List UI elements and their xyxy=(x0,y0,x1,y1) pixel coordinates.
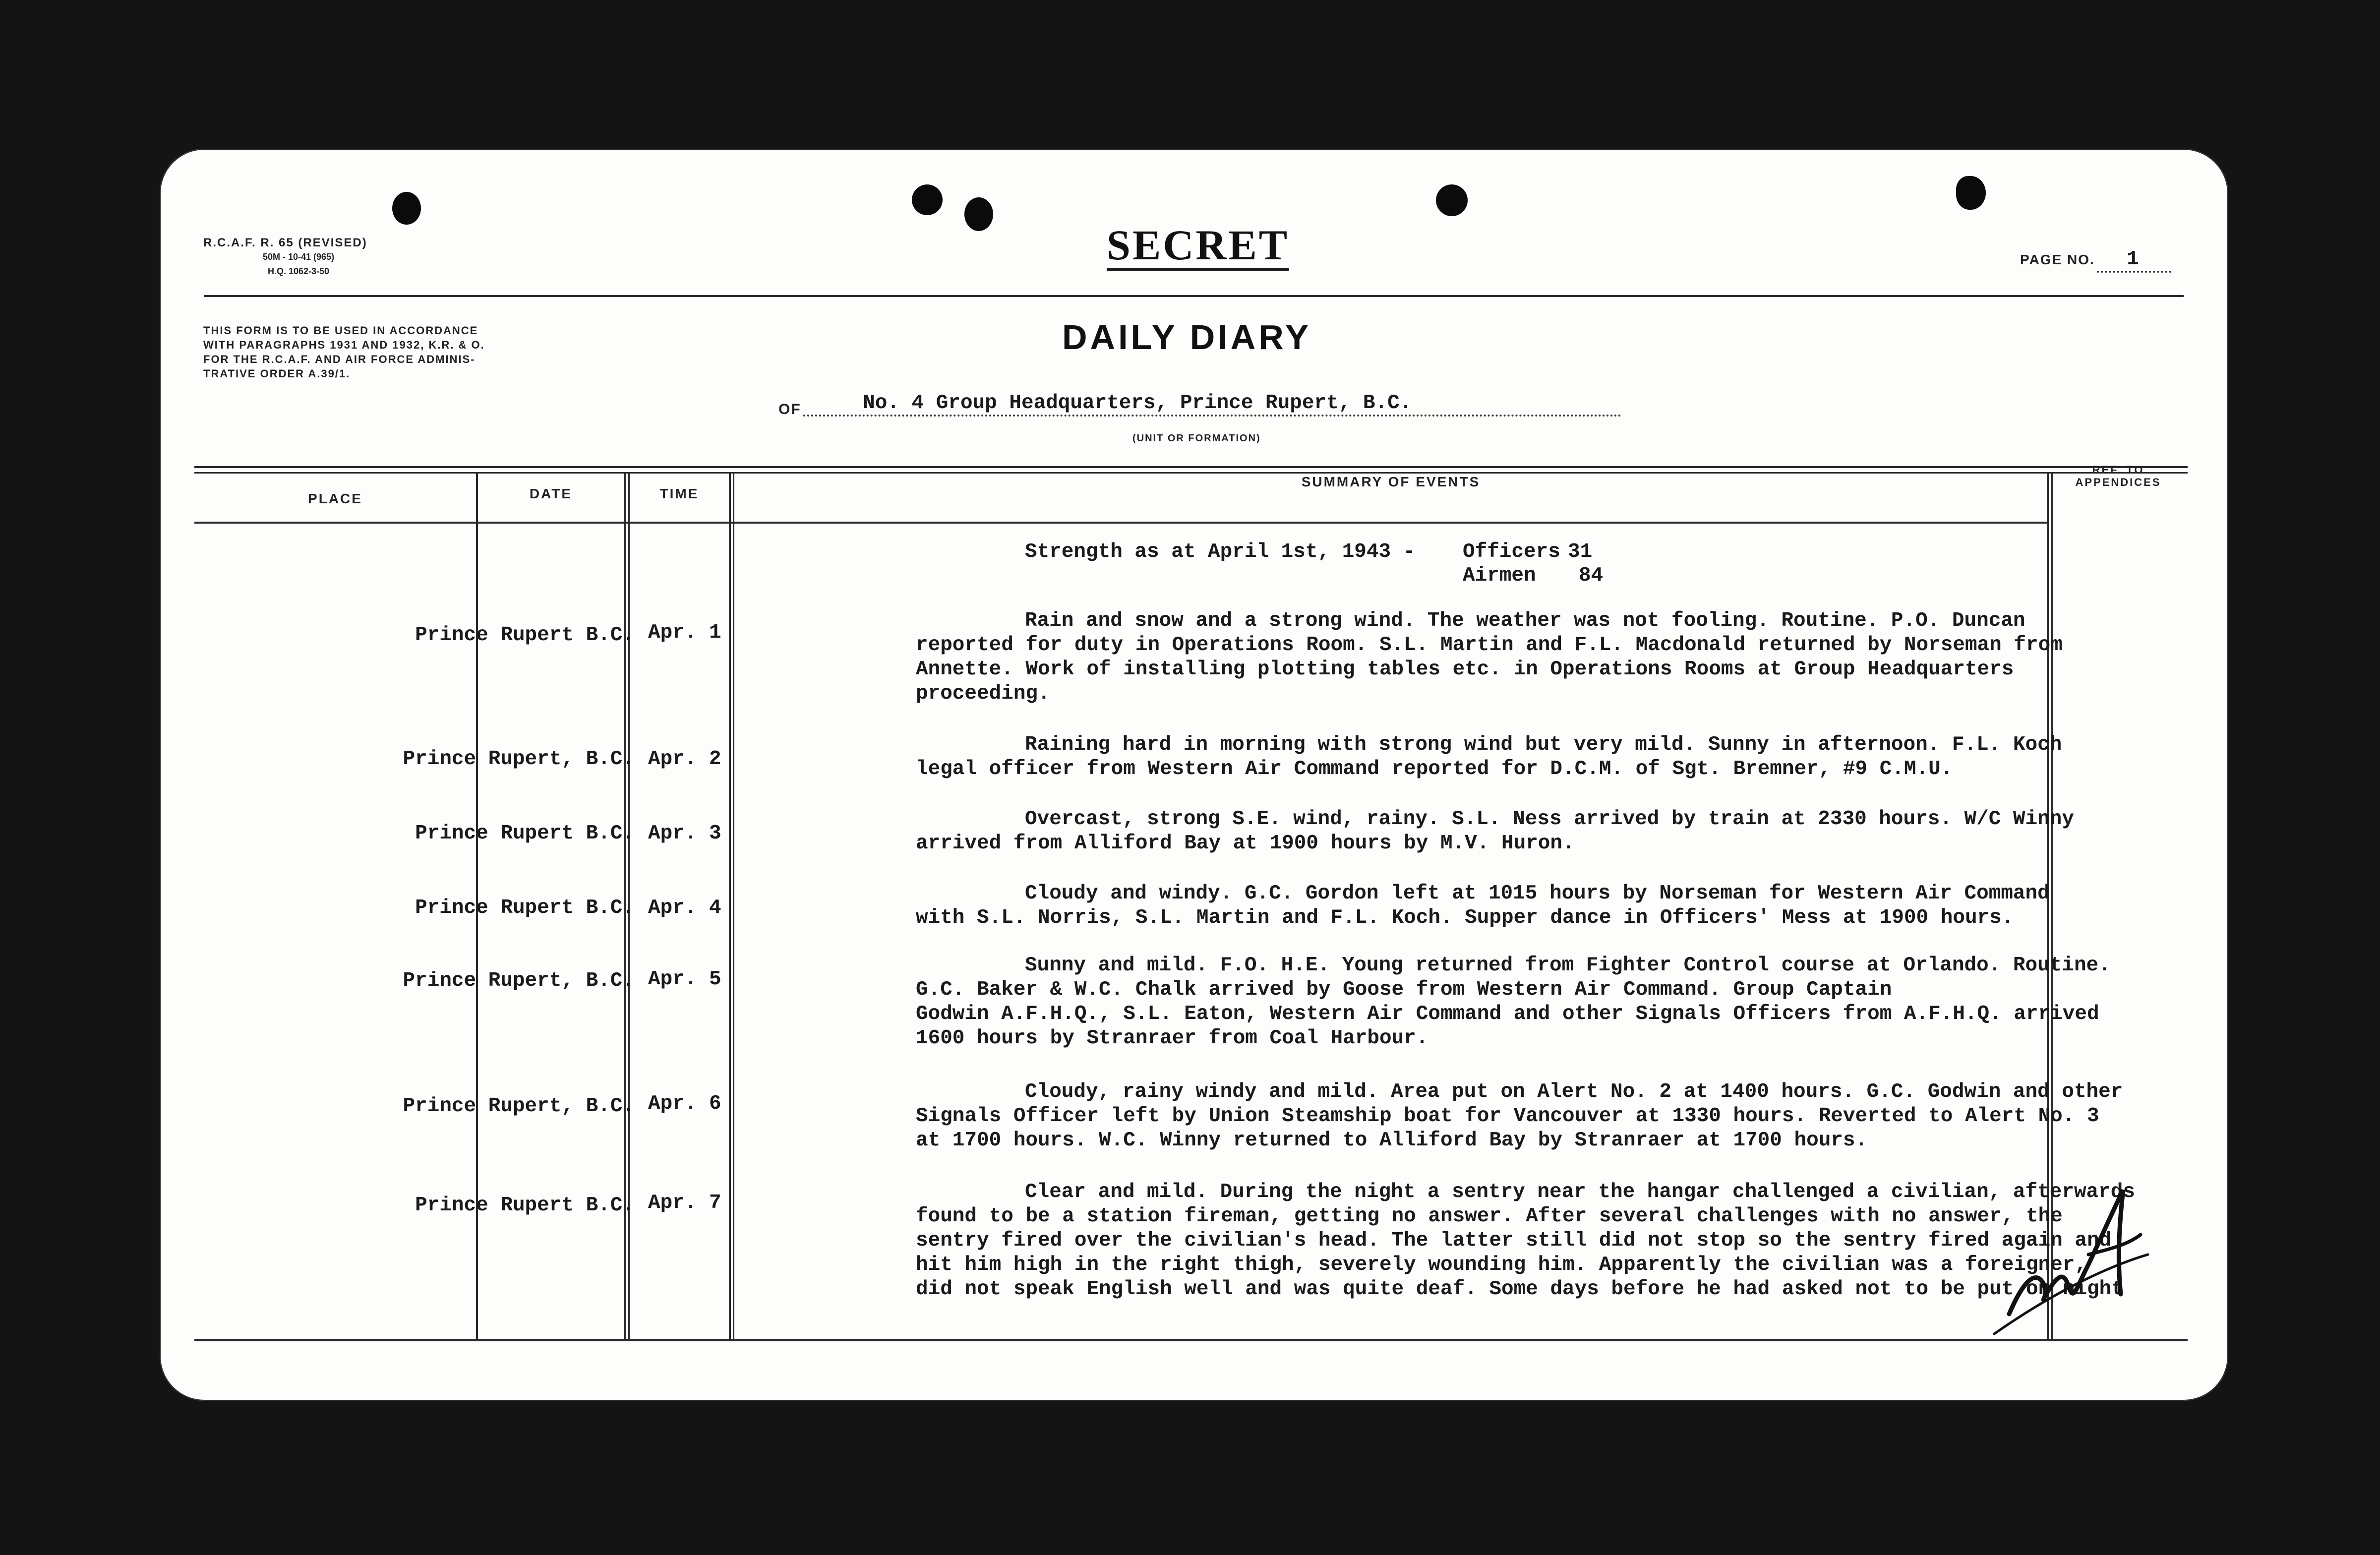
summary-line: found to be a station fireman, getting no answer. After several challenges with no answer, the xyxy=(916,1205,2063,1228)
summary-line: Rain and snow and a strong wind. The weather was not fooling. Routine. P.O. Duncan xyxy=(1025,609,2025,632)
entry-summary xyxy=(916,1080,2185,1153)
diary-form-card xyxy=(160,149,2228,1401)
summary-line: hit him high in the right thigh, severely wounding him. Apparently the civilian was a foreigner, xyxy=(916,1254,2087,1276)
summary-line: sentry fired over the civilian's head. The latter still did not stop so the sentry fired again and xyxy=(916,1229,2112,1252)
strength-officers-label: Officers xyxy=(1463,540,1560,563)
form-code-line-1: R.C.A.F. R. 65 (REVISED) xyxy=(203,236,367,249)
entry-place: Prince Rupert B.C. xyxy=(415,624,635,647)
summary-line: 1600 hours by Stranraer from Coal Harbour. xyxy=(916,1027,1428,1050)
column-header-summary: SUMMARY OF EVENTS xyxy=(1301,474,1481,489)
column-header-time: TIME xyxy=(659,486,699,501)
entry-place: Prince Rupert B.C. xyxy=(415,1194,635,1217)
entry-date: Apr. 3 xyxy=(648,822,721,845)
instruction-line: TRATIVE ORDER A.39/1. xyxy=(203,367,351,380)
summary-line: with S.L. Norris, S.L. Martin and F.L. Koch. Supper dance in Officers' Mess at 1900 hours. xyxy=(916,906,2014,929)
strength-airmen-value: 84 xyxy=(1579,564,1604,587)
punch-hole xyxy=(912,184,943,215)
summary-line: at 1700 hours. W.C. Winny returned to Alliford Bay by Stranraer at 1700 hours. xyxy=(916,1129,1868,1152)
punch-hole xyxy=(1436,184,1468,216)
handwritten-initials xyxy=(1989,1170,2153,1339)
form-code-line-2: 50M - 10-41 (965) xyxy=(263,252,335,262)
summary-line: Clear and mild. During the night a sentry near the hangar challenged a civilian, afterwards xyxy=(1025,1181,2135,1203)
entry-summary xyxy=(916,807,2185,856)
summary-line: Cloudy and windy. G.C. Gordon left at 1015 hours by Norseman for Western Air Command xyxy=(1025,882,2050,905)
summary-line: arrived from Alliford Bay at 1900 hours by M.V. Huron. xyxy=(916,832,1575,855)
entry-date: Apr. 2 xyxy=(648,748,721,771)
unit-name: No. 4 Group Headquarters, Prince Rupert, B.C. xyxy=(803,392,1621,417)
punch-hole xyxy=(392,192,421,225)
summary-line: legal officer from Western Air Command reported for D.C.M. of Sgt. Bremner, #9 C.M.U. xyxy=(916,758,1953,780)
table-header-rule xyxy=(194,522,2049,524)
column-header-date: DATE xyxy=(529,486,573,501)
table-bottom-rule xyxy=(194,1339,2188,1341)
entry-date: Apr. 4 xyxy=(648,897,721,919)
instruction-line: THIS FORM IS TO BE USED IN ACCORDANCE xyxy=(203,324,478,337)
form-code xyxy=(203,236,367,279)
instruction-line: FOR THE R.C.A.F. AND AIR FORCE ADMINIS- xyxy=(203,353,476,365)
summary-line: Signals Officer left by Union Steamship boat for Vancouver at 1330 hours. Reverted to Alert No. 3 xyxy=(916,1105,2099,1128)
punch-hole xyxy=(1956,176,1986,210)
page-number-field xyxy=(2020,248,2171,273)
form-title: DAILY DIARY xyxy=(1062,318,1311,357)
entry-place: Prince Rupert, B.C. xyxy=(403,1095,635,1118)
strength-officers-value: 31 xyxy=(1568,540,1593,563)
summary-line: Sunny and mild. F.O. H.E. Young returned from Fighter Control course at Orlando. Routine. xyxy=(1025,954,2111,977)
table-top-rule-2 xyxy=(194,472,2188,474)
classification-stamp: SECRET xyxy=(1107,222,1289,271)
unit-caption: (UNIT OR FORMATION) xyxy=(1132,433,1261,444)
entry-date: Apr. 6 xyxy=(648,1092,721,1115)
unit-of-label: OF xyxy=(778,401,801,418)
entry-date: Apr. 1 xyxy=(648,621,721,644)
page-number-label: PAGE NO. xyxy=(2020,252,2095,267)
entry-date: Apr. 7 xyxy=(648,1192,721,1214)
instruction-line: WITH PARAGRAPHS 1931 AND 1932, K.R. & O. xyxy=(203,339,485,351)
summary-line: Raining hard in morning with strong wind but very mild. Sunny in afternoon. F.L. Koch xyxy=(1025,733,2062,756)
appendices-header-line: REF. TO xyxy=(2092,464,2144,476)
appendices-header-line: APPENDICES xyxy=(2075,476,2161,488)
column-header-appendices xyxy=(2054,464,2183,488)
entry-place: Prince Rupert B.C. xyxy=(415,822,635,845)
summary-line: reported for duty in Operations Room. S.L. Martin and F.L. Macdonald returned by Norseman from xyxy=(916,634,2063,657)
summary-line: proceeding. xyxy=(916,682,1050,705)
entry-summary xyxy=(916,609,2185,706)
entry-date: Apr. 5 xyxy=(648,968,721,991)
entry-summary xyxy=(916,954,2185,1051)
summary-line: did not speak English well and was quite deaf. Some days before he had asked not to be put on night xyxy=(916,1278,2124,1301)
unit-field xyxy=(778,392,1621,417)
entry-summary xyxy=(916,882,2185,930)
entry-summary xyxy=(916,733,2185,781)
summary-line: Annette. Work of installing plotting tables etc. in Operations Rooms at Group Headquarters xyxy=(916,658,2014,681)
punch-hole xyxy=(964,197,993,231)
form-code-line-3: H.Q. 1062-3-50 xyxy=(268,266,330,276)
summary-line: Overcast, strong S.E. wind, rainy. S.L. Ness arrived by train at 2330 hours. W/C Winny xyxy=(1025,808,2074,831)
form-instructions xyxy=(203,323,485,381)
page-number-value: 1 xyxy=(2097,248,2171,273)
summary-line: Cloudy, rainy windy and mild. Area put on Alert No. 2 at 1400 hours. G.C. Godwin and other xyxy=(1025,1080,2123,1103)
strength-label: Strength as at April 1st, 1943 - xyxy=(1025,540,1416,563)
table-top-rule xyxy=(194,466,2188,468)
summary-line: Godwin A.F.H.Q., S.L. Eaton, Western Air Command and other Signals Officers from A.F.H.Q. arrived xyxy=(916,1003,2099,1025)
header-rule xyxy=(204,295,2184,297)
entry-place: Prince Rupert B.C. xyxy=(415,897,635,919)
summary-line: G.C. Baker & W.C. Chalk arrived by Goose from Western Air Command. Group Captain xyxy=(916,978,1892,1001)
entry-place: Prince Rupert, B.C. xyxy=(403,748,635,771)
strength-airmen-label: Airmen xyxy=(1463,564,1536,587)
column-header-place: PLACE xyxy=(308,491,362,506)
entry-place: Prince Rupert, B.C. xyxy=(403,969,635,992)
